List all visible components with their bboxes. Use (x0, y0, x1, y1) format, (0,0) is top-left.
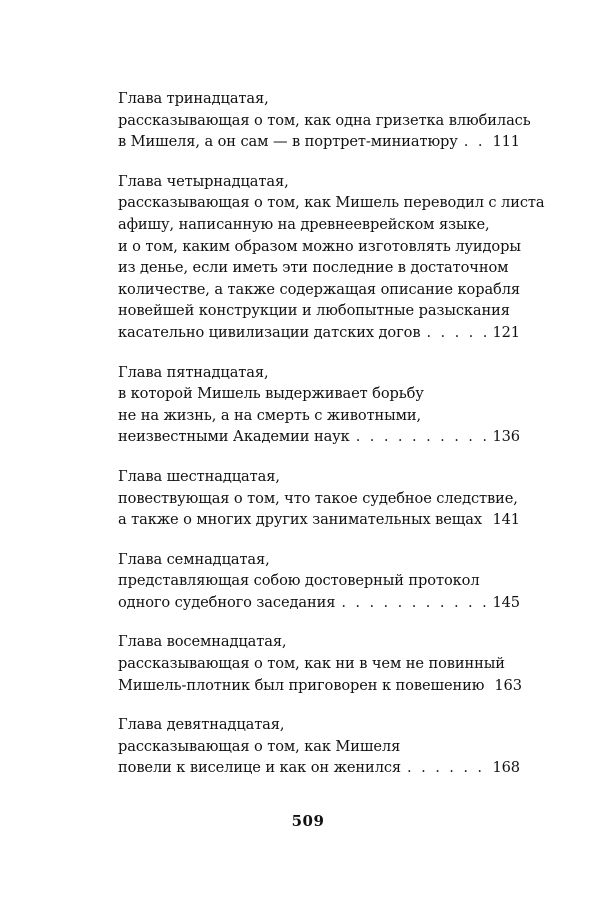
chapter-description-line: и о том, каким образом можно изготовлять луидоры (118, 237, 521, 255)
chapter-description-line: рассказывающая о том, как Мишеля (118, 737, 401, 755)
chapter-last-line[interactable] (118, 426, 520, 448)
chapter-page-number: 111 (492, 133, 520, 151)
chapter-description-line: количестве, а также содержащая описание корабля (118, 280, 521, 298)
chapter-description-line: не на жизнь, а на смерть с животными, (118, 406, 422, 424)
chapter-title: Глава девятнадцатая, (118, 716, 285, 734)
chapter-page-number: 163 (494, 676, 522, 694)
dot-leader (426, 322, 488, 344)
chapter-page-number: 121 (492, 323, 520, 341)
chapter-description-line: повели к виселице и как он женился (118, 759, 402, 777)
chapter-description-line: а также о многих других занимательных вещах (118, 511, 482, 529)
chapter-description-line: касательно цивилизации датских догов (118, 323, 421, 341)
chapter-last-line[interactable] (118, 592, 520, 614)
dot-leader (356, 426, 489, 448)
toc-entry-chapter-16 (118, 466, 520, 531)
chapter-last-line[interactable] (118, 131, 520, 153)
chapter-description-line: одного судебного заседания (118, 593, 336, 611)
chapter-title: Глава семнадцатая, (118, 550, 270, 568)
chapter-description-line: представляющая собою достоверный протокол (118, 572, 480, 590)
chapter-page-number: 168 (492, 759, 520, 777)
toc-entry-chapter-19 (118, 714, 520, 779)
chapter-description-line: рассказывающая о том, как Мишель переводил с листа (118, 194, 545, 212)
chapter-page-number: 136 (492, 428, 520, 446)
page-number: 509 (291, 812, 325, 830)
dot-leader (341, 592, 488, 614)
chapter-title: Глава тринадцатая, (118, 90, 269, 107)
toc-entry-chapter-15 (118, 362, 520, 448)
chapter-description-line: в которой Мишель выдерживает борьбу (118, 385, 424, 403)
dot-leader (407, 757, 488, 779)
chapter-description-line: новейшей конструкции и любопытные разыскания (118, 302, 510, 320)
chapter-description-line: афишу, написанную на древнееврейском языке, (118, 215, 490, 233)
toc-entry-chapter-13 (118, 88, 531, 153)
chapter-title: Глава пятнадцатая, (118, 363, 269, 381)
chapter-description-line: в Мишеля, а он сам — в портрет-миниатюру (118, 133, 458, 151)
chapter-page-number: 141 (492, 511, 520, 529)
chapter-description-line: неизвестными Академии наук (118, 428, 350, 446)
chapter-title: Глава шестнадцатая, (118, 467, 280, 485)
chapter-last-line[interactable] (118, 509, 520, 531)
dot-leader (464, 131, 489, 153)
table-of-contents (118, 88, 545, 797)
chapter-description-line: повествующая о том, что такое судебное следствие, (118, 489, 518, 507)
chapter-description-line: рассказывающая о том, как одна гризетка влюбилась (118, 111, 531, 129)
chapter-title: Глава восемнадцатая, (118, 633, 287, 651)
chapter-description-line: рассказывающая о том, как ни в чем не повинный (118, 655, 505, 673)
chapter-last-line[interactable] (118, 675, 520, 697)
chapter-last-line[interactable] (118, 757, 520, 779)
chapter-page-number: 145 (492, 593, 520, 611)
toc-entry-chapter-14 (118, 171, 545, 344)
toc-entry-chapter-18 (118, 631, 520, 696)
chapter-description-line: из денье, если иметь эти последние в достаточном (118, 259, 509, 277)
toc-entry-chapter-17 (118, 549, 520, 614)
chapter-last-line[interactable] (118, 322, 520, 344)
chapter-description-line: Мишель-плотник был приговорен к повешению (118, 676, 485, 694)
chapter-title: Глава четырнадцатая, (118, 172, 289, 190)
